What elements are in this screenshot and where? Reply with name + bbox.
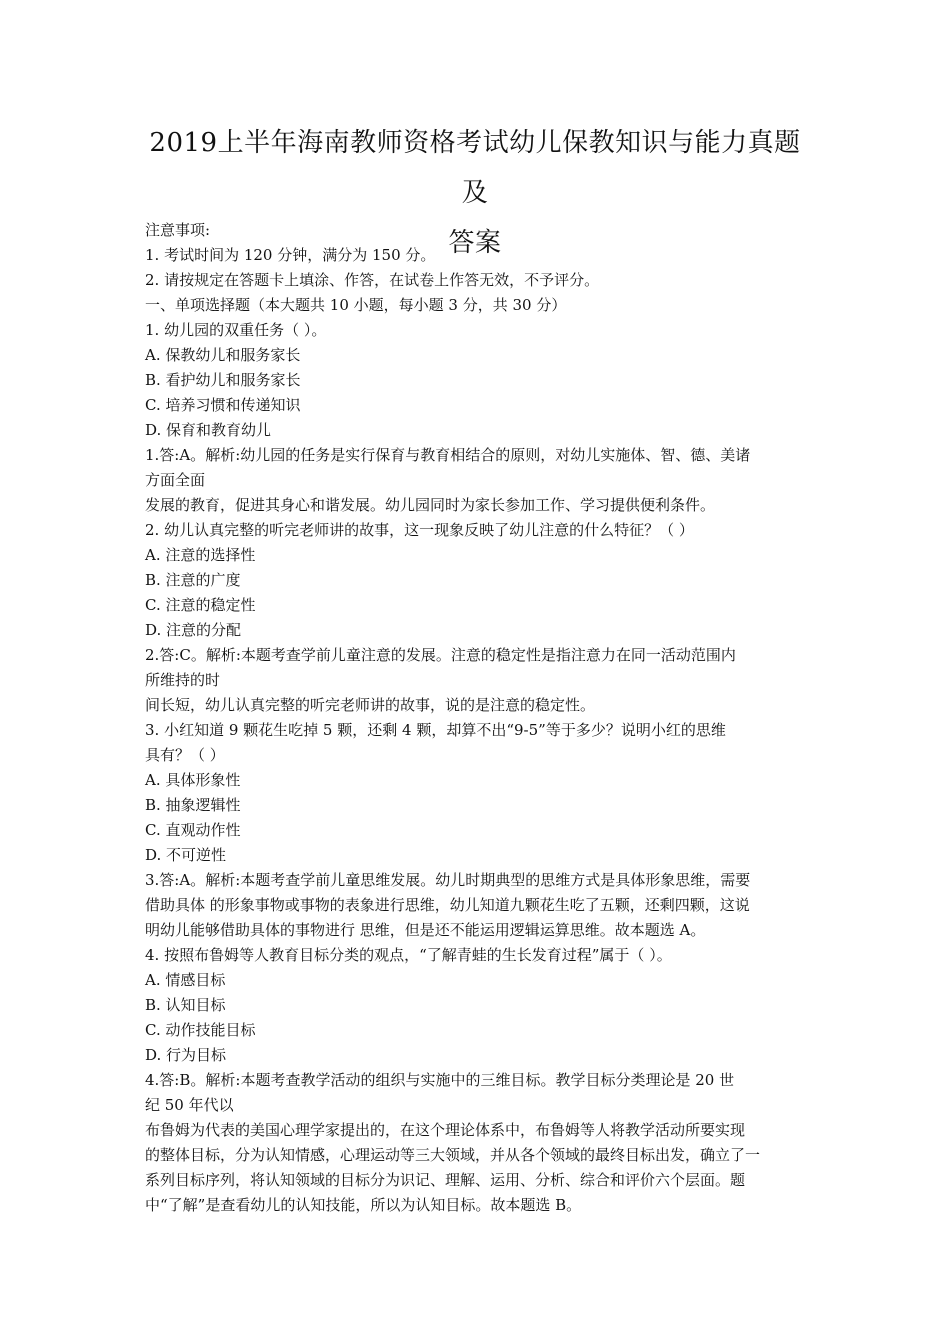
- text-line: C. 培养习惯和传递知识: [145, 396, 301, 414]
- text-line: 1. 幼儿园的双重任务（ ）。: [145, 321, 327, 339]
- text-line: 4.答:B。解析:本题考查教学活动的组织与实施中的三维目标。教学目标分类理论是 20 世: [145, 1071, 735, 1089]
- text-line: 借助具体 的形象事物或事物的表象进行思维，幼儿知道九颗花生吃了五颗，还剩四颗，这说: [145, 896, 750, 914]
- text-line: 的整体目标，分为认知情感，心理运动等三大领域，并从各个领域的最终目标出发，确立了一: [145, 1146, 761, 1164]
- text-line: C. 直观动作性: [145, 821, 241, 839]
- text-line: 4. 按照布鲁姆等人教育目标分类的观点，“了解青蛙的生长发育过程”属于（ ）。: [145, 946, 672, 964]
- text-line: 所维持的时: [145, 671, 221, 689]
- text-line: 3. 小红知道 9 颗花生吃掉 5 颗，还剩 4 颗，却算不出“9-5”等于多少？说明小红的思维: [145, 721, 726, 739]
- text-line: 注意事项:: [145, 221, 211, 239]
- text-line: A. 保教幼儿和服务家长: [145, 346, 301, 364]
- text-line: 明幼儿能够借助具体的事物进行 思维，但是还不能运用逻辑运算思维。故本题选 A。: [145, 921, 706, 939]
- text-line: A. 具体形象性: [145, 771, 241, 789]
- text-line: 一、单项选择题（本大题共 10 小题，每小题 3 分，共 30 分）: [145, 296, 567, 314]
- text-line: B. 认知目标: [145, 996, 226, 1014]
- text-line: D. 不可逆性: [145, 846, 227, 864]
- text-line: D. 行为目标: [145, 1046, 227, 1064]
- text-line: A. 情感目标: [145, 971, 226, 989]
- text-line: B. 看护幼儿和服务家长: [145, 371, 301, 389]
- text-line: 2. 幼儿认真完整的听完老师讲的故事，这一现象反映了幼儿注意的什么特征？（ ）: [145, 521, 694, 539]
- text-line: D. 保育和教育幼儿: [145, 421, 272, 439]
- text-line: 发展的教育，促进其身心和谐发展。幼儿园同时为家长参加工作、学习提供便利条件。: [145, 496, 716, 514]
- text-line: 1.答:A。解析:幼儿园的任务是实行保育与教育相结合的原则，对幼儿实施体、智、德、美诸: [145, 446, 751, 464]
- text-line: A. 注意的选择性: [145, 546, 256, 564]
- title-line-2: 答案: [448, 228, 502, 258]
- text-line: D. 注意的分配: [145, 621, 242, 639]
- text-line: 方面全面: [145, 471, 206, 489]
- text-line: C. 注意的稳定性: [145, 596, 256, 614]
- text-line: 布鲁姆为代表的美国心理学家提出的，在这个理论体系中，布鲁姆等人将教学活动所要实现: [145, 1121, 746, 1139]
- document-body: [145, 218, 810, 1218]
- text-line: 2.答:C。解析:本题考查学前儿童注意的发展。注意的稳定性是指注意力在同一活动范围内: [145, 646, 736, 664]
- text-line: 系列目标序列，将认知领域的目标分为识记、理解、运用、分析、综合和评价六个层面。题: [145, 1171, 746, 1189]
- text-line: 3.答:A。解析:本题考查学前儿童思维发展。幼儿时期典型的思维方式是具体形象思维，需要: [145, 871, 751, 889]
- text-line: 1. 考试时间为 120 分钟，满分为 150 分。: [145, 246, 436, 264]
- text-line: B. 抽象逻辑性: [145, 796, 241, 814]
- text-line: 2. 请按规定在答题卡上填涂、作答，在试卷上作答无效，不予评分。: [145, 271, 600, 289]
- text-line: 中“了解”是查看幼儿的认知技能，所以为认知目标。故本题选 B。: [145, 1196, 582, 1214]
- text-line: 纪 50 年代以: [145, 1096, 234, 1114]
- text-line: C. 动作技能目标: [145, 1021, 256, 1039]
- text-line: 间长短，幼儿认真完整的听完老师讲的故事，说的是注意的稳定性。: [145, 696, 596, 714]
- text-line: 具有？（ ）: [145, 746, 225, 764]
- title-line-1: 2019上半年海南教师资格考试幼儿保教知识与能力真题及: [149, 128, 801, 208]
- text-line: B. 注意的广度: [145, 571, 241, 589]
